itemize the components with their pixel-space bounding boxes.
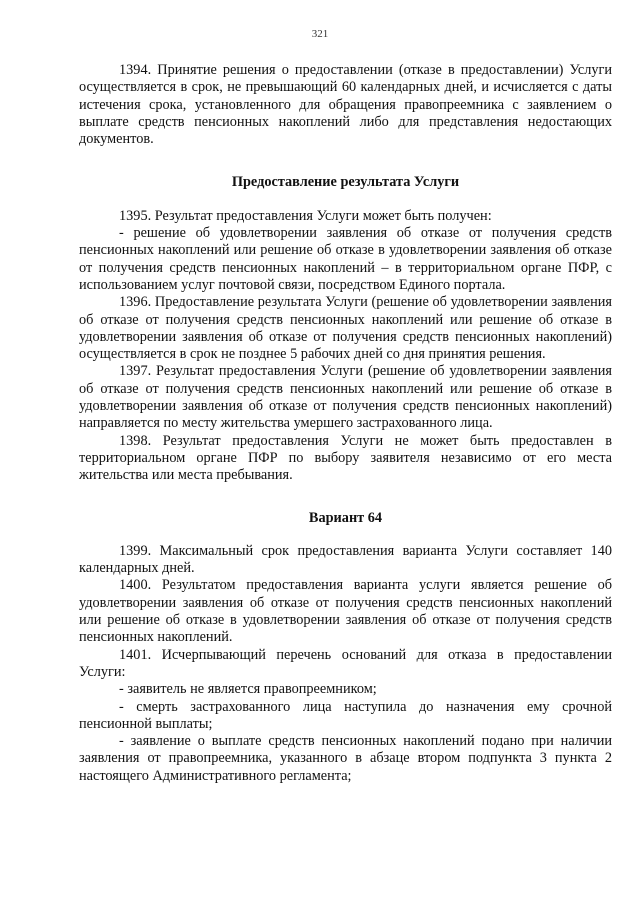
list-item-not-successor: - заявитель не является правопреемником; [119,681,377,698]
page-number: 321 [311,28,329,40]
paragraph-1399: 1399. Максимальный срок предоставления варианта Услуги составляет 140 календарных дней. [79,542,612,577]
paragraph-1400: 1400. Результатом предоставления варианта услуги является решение об удовлетворении заявления об отказе от получения средств пенсионных накоплений или решение об отказе в удовлетворении заявления об отказе от получения средств пенсионных накоплений. [79,577,612,646]
section-heading-variant-64: Вариант 64 [308,509,383,526]
paragraph-1398: 1398. Результат предоставления Услуги не может быть предоставлен в территориальном органе ПФР по выбору заявителя независимо от его места жительства или места пребывания. [79,432,612,484]
list-item-death-before-payment: - смерть застрахованного лица наступила до назначения ему срочной пенсионной выплаты; [79,698,612,732]
paragraph-1396: 1396. Предоставление результата Услуги (решение об удовлетворении заявления об отказе от получения средств пенсионных накоплений или решение об отказе в удовлетворении заявления об отказе от получения средств пенсионных накоплений) осуществляется в срок не позднее 5 рабочих дней со дня принятия решения. [79,294,612,363]
paragraph-1401: 1401. Исчерпывающий перечень оснований для отказа в предоставлении Услуги: [79,646,612,680]
paragraph-1394: 1394. Принятие решения о предоставлении (отказе в предоставлении) Услуги осуществляется в срок, не превышающий 60 календарных дней, и исчисляется с даты истечения срока, установленного для обращения правопреемника с заявлением о выплате средств пенсионных накоплений либо для представления недостающих документов. [79,62,612,148]
list-item-application-conflict: - заявление о выплате средств пенсионных накоплений подано при наличии заявления от правопреемника, указанного в абзаце втором подпункта 3 пункта 2 настоящего Административного регламента; [79,733,612,784]
paragraph-1397: 1397. Результат предоставления Услуги (решение об удовлетворении заявления об отказе от получения средств пенсионных накоплений или решение об отказе в удовлетворении заявления об отказе от получения средств пенсионных накоплений) направляется по месту жительства умершего застрахованного лица. [79,363,612,432]
document-body [79,62,612,785]
paragraph-1395: 1395. Результат предоставления Услуги может быть получен: [119,207,492,224]
section-heading-result: Предоставление результата Услуги [231,174,460,191]
list-item-result-channels: - решение об удовлетворении заявления об отказе от получения средств пенсионных накоплений или решение об отказе в удовлетворении заявления об отказе от получения средств пенсионных накоплений – в территориальном органе ПФР, с использованием услуг почтовой связи, посредством Единого портала. [79,225,612,293]
